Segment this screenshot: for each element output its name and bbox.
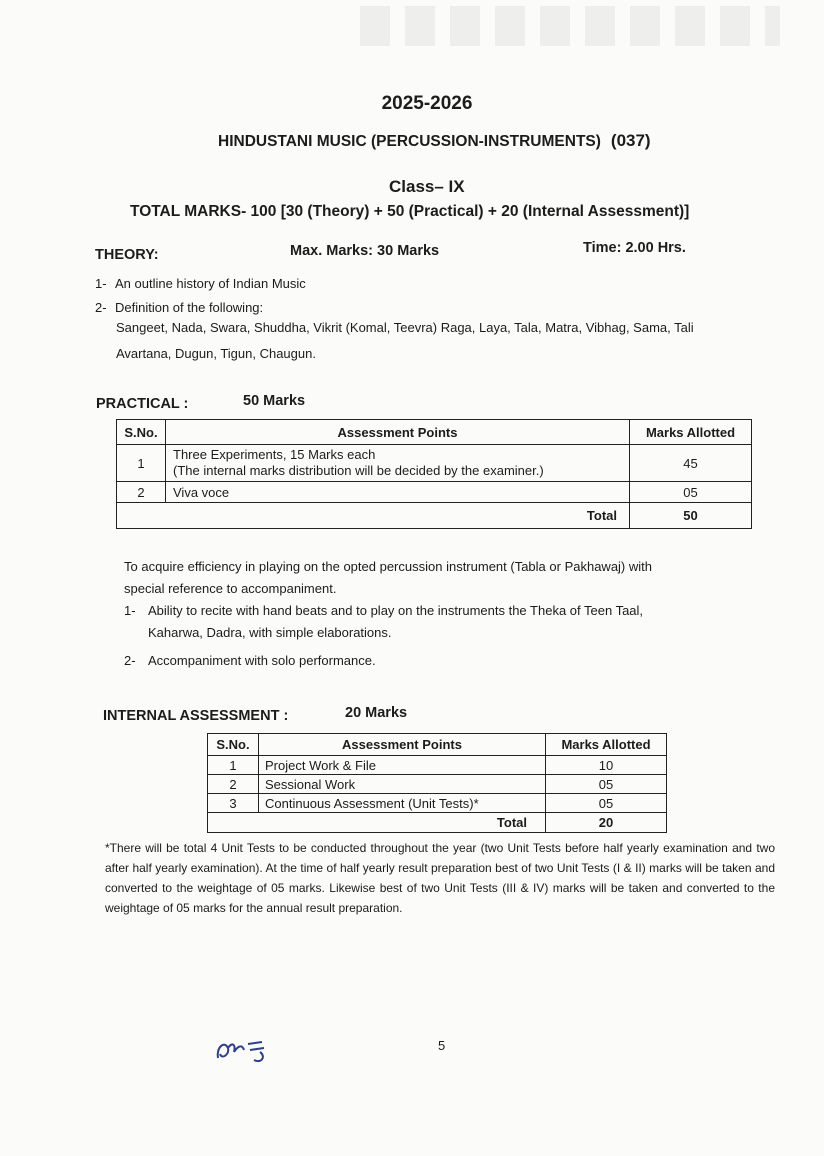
- point-text: Accompaniment with solo performance.: [148, 653, 376, 668]
- cell-point-line: (The internal marks distribution will be decided by the examiner.): [173, 463, 544, 478]
- header-points: Assessment Points: [166, 420, 630, 445]
- theory-item-text: Definition of the following:: [115, 300, 264, 315]
- practical-marks: 50 Marks: [243, 393, 306, 409]
- theory-item: [95, 300, 263, 315]
- cell-marks: 10: [546, 756, 667, 775]
- class-title: Class– IX: [389, 177, 465, 196]
- total-value: 20: [546, 813, 667, 833]
- theory-time: Time: 2.00 Hrs.: [583, 240, 686, 256]
- scan-artifact: [360, 6, 780, 46]
- cell-point: Sessional Work: [259, 775, 546, 794]
- practical-intro: [124, 556, 652, 600]
- point-text: Kaharwa, Dadra, with simple elaborations.: [148, 625, 392, 640]
- point-number: 1-: [124, 603, 136, 618]
- table-header-row: [208, 734, 667, 756]
- header-sno: S.No.: [117, 420, 166, 445]
- practical-table: [116, 419, 752, 529]
- definitions-line: Avartana, Dugun, Tigun, Chaugun.: [116, 346, 316, 361]
- subject-title: [218, 131, 651, 151]
- theory-item: [95, 276, 306, 291]
- intro-line: special reference to accompaniment.: [124, 581, 337, 596]
- total-label: Total: [208, 813, 546, 833]
- theory-item-number: 1-: [95, 276, 107, 291]
- table-total-row: [117, 503, 752, 529]
- internal-marks: 20 Marks: [345, 705, 408, 721]
- table-row: [208, 775, 667, 794]
- subject-name: HINDUSTANI MUSIC (PERCUSSION-INSTRUMENTS): [218, 133, 601, 150]
- theory-max-marks: Max. Marks: 30 Marks: [290, 243, 440, 259]
- practical-point: [124, 600, 643, 644]
- theory-label: THEORY:: [95, 247, 159, 263]
- cell-sno: 2: [208, 775, 259, 794]
- signature-icon: [212, 1030, 282, 1070]
- theory-item-number: 2-: [95, 300, 107, 315]
- cell-marks: 05: [546, 775, 667, 794]
- total-value: 50: [630, 503, 752, 529]
- total-marks: TOTAL MARKS- 100 [30 (Theory) + 50 (Practical) + 20 (Internal Assessment)]: [130, 203, 690, 220]
- table-row: [208, 756, 667, 775]
- practical-label: PRACTICAL :: [96, 396, 189, 412]
- point-number: 2-: [124, 653, 136, 668]
- cell-sno: 1: [208, 756, 259, 775]
- cell-point: [166, 445, 630, 482]
- theory-item-text: An outline history of Indian Music: [115, 276, 306, 291]
- practical-point: [124, 650, 376, 672]
- table-row: [117, 445, 752, 482]
- cell-sno: 2: [117, 482, 166, 503]
- definitions-line: Sangeet, Nada, Swara, Shuddha, Vikrit (Komal, Teevra) Raga, Laya, Tala, Matra, Vibhag, Sama, Tali: [116, 320, 694, 335]
- cell-marks: 05: [630, 482, 752, 503]
- table-row: [117, 482, 752, 503]
- header-points: Assessment Points: [259, 734, 546, 756]
- header-marks: Marks Allotted: [630, 420, 752, 445]
- cell-marks: 05: [546, 794, 667, 813]
- header-sno: S.No.: [208, 734, 259, 756]
- subject-code: (037): [610, 131, 651, 150]
- cell-point: Project Work & File: [259, 756, 546, 775]
- cell-point: Continuous Assessment (Unit Tests)*: [259, 794, 546, 813]
- internal-label: INTERNAL ASSESSMENT :: [103, 708, 289, 724]
- cell-marks: 45: [630, 445, 752, 482]
- cell-sno: 1: [117, 445, 166, 482]
- table-row: [208, 794, 667, 813]
- cell-point-line: Three Experiments, 15 Marks each: [173, 447, 376, 462]
- table-total-row: [208, 813, 667, 833]
- total-label: Total: [117, 503, 630, 529]
- footnote: *There will be total 4 Unit Tests to be conducted throughout the year (two Unit Tests before half yearly examination and two after half yearly examination). At the time of half yearly result preparation best of two Unit Tests (I & II) marks will be taken and converted to the weightage of 05 marks. Likewise best of two Unit Tests (III & IV) marks will be taken and converted to the weightage of 05 marks for the annual result preparation.: [105, 841, 775, 915]
- point-text: Ability to recite with hand beats and to play on the instruments the Theka of Teen Taal,: [148, 603, 644, 618]
- header-marks: Marks Allotted: [546, 734, 667, 756]
- document-year: 2025-2026: [381, 93, 473, 114]
- table-header-row: [117, 420, 752, 445]
- intro-line: To acquire efficiency in playing on the opted percussion instrument (Tabla or Pakhawaj) with: [124, 559, 652, 574]
- internal-table: [207, 733, 667, 833]
- cell-sno: 3: [208, 794, 259, 813]
- cell-point: Viva voce: [166, 482, 630, 503]
- page-number: 5: [438, 1038, 446, 1053]
